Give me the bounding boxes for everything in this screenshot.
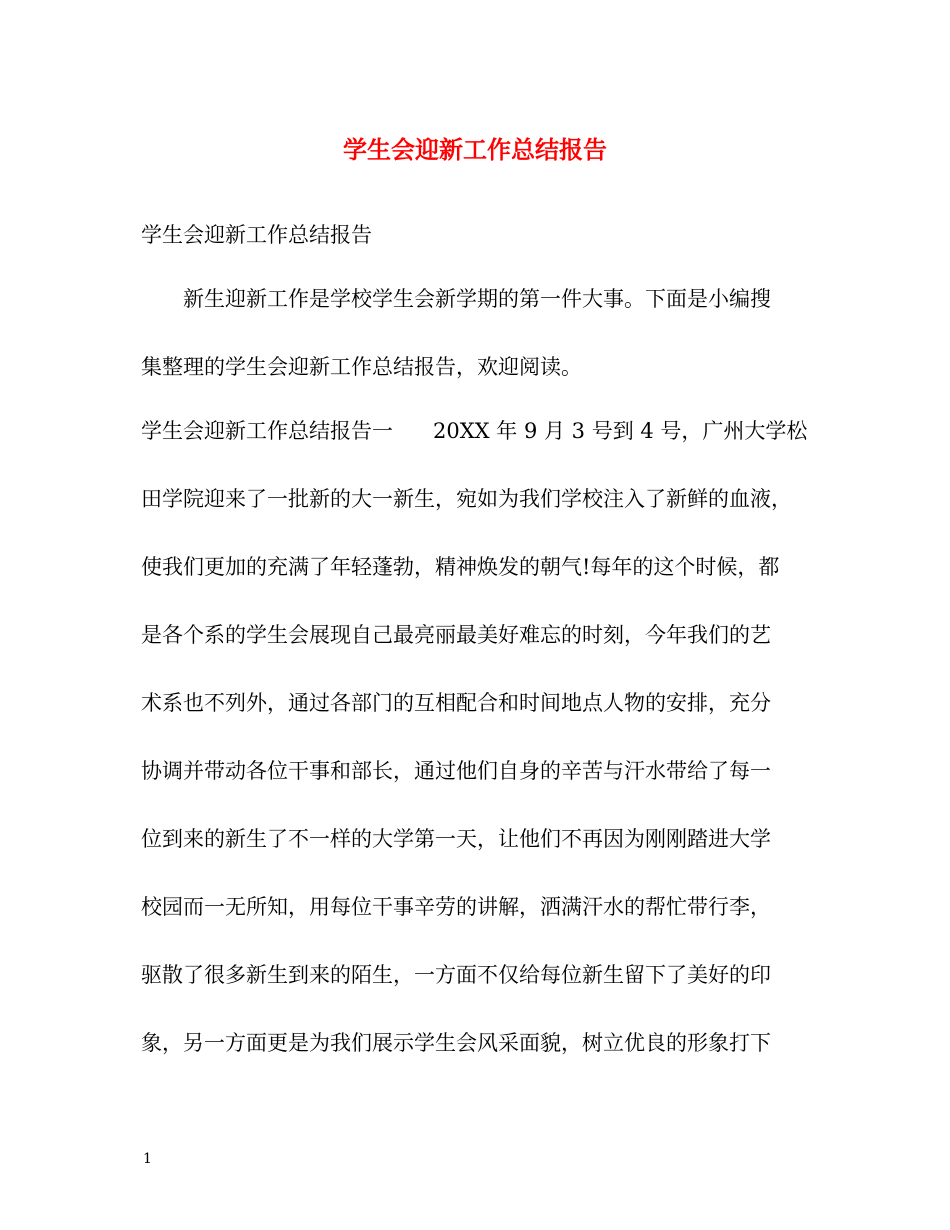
body-line: 驱散了很多新生到来的陌生，一方面不仅给每位新生留下了美好的印 — [141, 963, 771, 987]
body-line: 位到来的新生了不一样的大学第一天，让他们不再因为刚刚踏进大学 — [141, 827, 771, 851]
body-line: 协调并带动各位干事和部长，通过他们自身的辛苦与汗水带给了每一 — [141, 759, 771, 783]
subtitle-line: 学生会迎新工作总结报告 — [141, 223, 372, 247]
document-title: 学生会迎新工作总结报告 — [343, 135, 607, 164]
date-text: 20XX 年 9 月 3 号到 4 号，广州大学松 — [433, 419, 808, 443]
page-number: 1 — [143, 1151, 152, 1167]
body-line: 象，另一方面更是为我们展示学生会风采面貌，树立优良的形象打下 — [141, 1031, 771, 1055]
body-line: 使我们更加的充满了年轻蓬勃，精神焕发的朝气!每年的这个时候，都 — [141, 555, 780, 579]
body-line: 是各个系的学生会展现自己最亮丽最美好难忘的时刻，今年我们的艺 — [141, 623, 771, 647]
body-line: 新生迎新工作是学校学生会新学期的第一件大事。下面是小编搜 — [183, 287, 771, 311]
body-line: 校园而一无所知，用每位干事辛劳的讲解，洒满汗水的帮忙带行李， — [141, 895, 771, 919]
section-heading-line — [141, 416, 811, 446]
body-line: 田学院迎来了一批新的大一新生，宛如为我们学校注入了新鲜的血液， — [141, 487, 792, 511]
body-line: 集整理的学生会迎新工作总结报告，欢迎阅读。 — [141, 355, 582, 379]
section-heading: 学生会迎新工作总结报告一 — [141, 419, 393, 443]
body-line: 术系也不列外，通过各部门的互相配合和时间地点人物的安排，充分 — [141, 691, 771, 715]
